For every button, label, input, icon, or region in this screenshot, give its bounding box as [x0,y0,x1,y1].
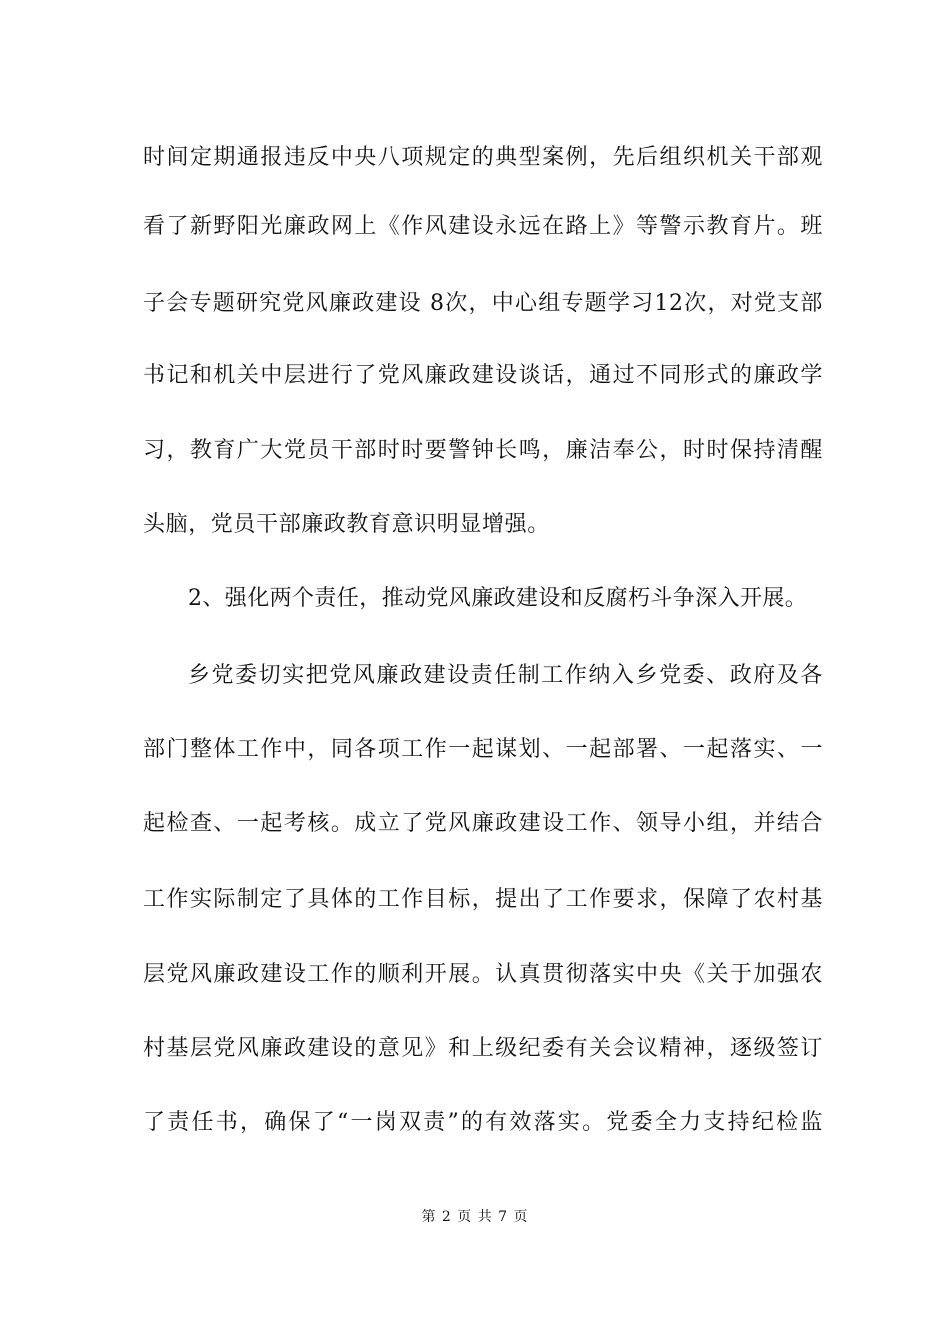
body-line-11: 工作实际制定了具体的工作目标，提出了工作要求，保障了农村基 [143,887,823,912]
body-line-10: 起检查、一起考核。成立了党风廉政建设工作、领导小组，并结合 [143,811,823,836]
body-line-5: 习，教育广大党员干部时时要警钟长鸣，廉洁奉公，时时保持清醒 [143,438,823,463]
page-number-footer: 第 2 页 共 7 页 [421,1209,529,1225]
body-line-1: 时间定期通报违反中央八项规定的典型案例，先后组织机关干部观 [143,145,823,170]
body-line-9: 部门整体工作中，同各项工作一起谋划、一起部署、一起落实、一 [143,737,823,762]
body-line-2: 看了新野阳光廉政网上《作风建设永远在路上》等警示教育片。班 [143,214,823,239]
body-line-3: 子会专题研究党风廉政建设 8次，中心组专题学习12次，对党支部 [143,291,823,316]
body-line-6: 头脑，党员干部廉政教育意识明显增强。 [143,512,550,537]
body-line-4: 书记和机关中层进行了党风廉政建设谈话，通过不同形式的廉政学 [143,363,823,388]
body-line-8: 乡党委切实把党风廉政建设责任制工作纳入乡党委、政府及各 [188,663,823,688]
body-line-13: 村基层党风廉政建设的意见》和上级纪委有关会议精神，逐级签订 [143,1036,823,1061]
body-line-12: 层党风廉政建设工作的顺利开展。认真贯彻落实中央《关于加强农 [143,962,823,987]
body-line-14: 了责任书，确保了“一岗双责”的有效落实。党委全力支持纪检监 [143,1110,823,1135]
section-heading-2: 2、强化两个责任，推动党风廉政建设和反腐朽斗争深入开展。 [188,586,808,611]
